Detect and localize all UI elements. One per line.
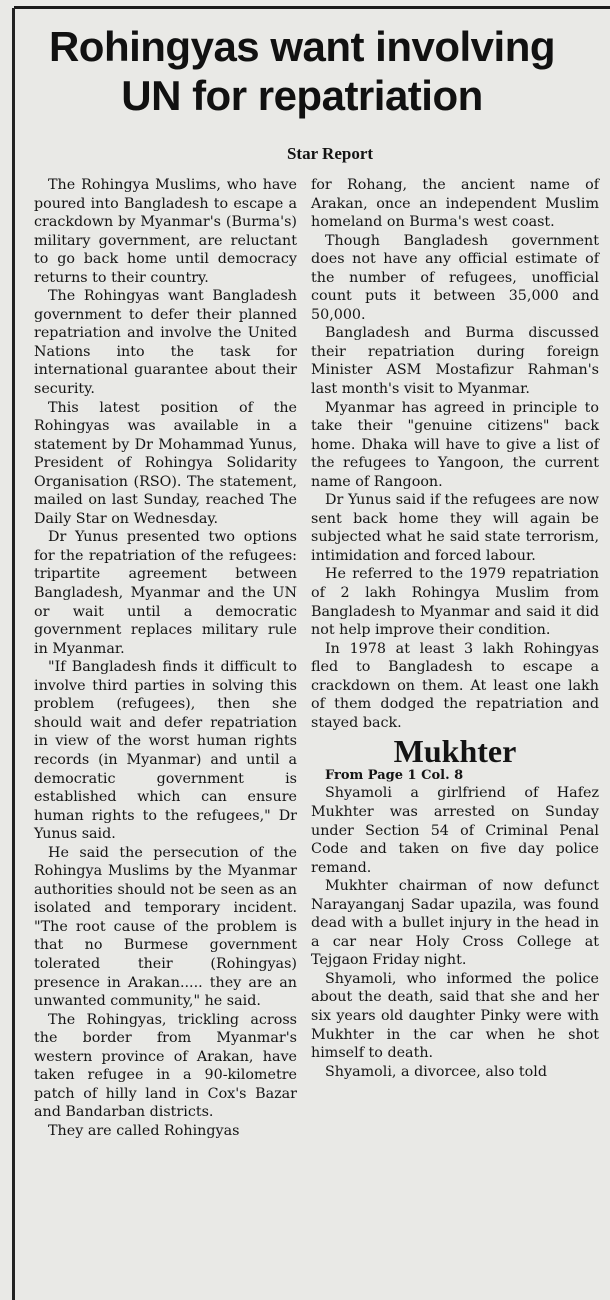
paragraph: He referred to the 1979 repatriation of 2 lakh Rohingya Muslim from Bangladesh to Myanmar and said it did not help improve their condition. — [311, 566, 599, 639]
paragraph: They are called Rohingyas — [48, 1122, 240, 1139]
paragraph-continuation: for Rohang, the ancient name of Arakan, once an independent Muslim homeland on Burma's west coast. — [311, 177, 599, 231]
byline: Star Report — [286, 144, 374, 163]
left-column — [34, 176, 297, 1140]
headline — [22, 22, 582, 120]
column-rule — [12, 8, 15, 1300]
paragraph: "If Bangladesh finds it difficult to involve third parties in solving this problem (refugees), then she should wait and defer repatriation in view of the worst human rights records (in Myanmar) and until a democratic government is established which can ensure human rights to the refugees," Dr Yunus said. — [34, 659, 297, 843]
top-rule — [14, 6, 610, 9]
continued-from-label: From Page 1 Col. 8 — [325, 768, 464, 784]
paragraph: Dr Yunus presented two options for the repatriation of the refugees: tripartite agreement between Bangladesh, Myanmar and the UN or wait until a democratic government replaces military rule in Myanmar. — [34, 529, 297, 657]
paragraph: Dr Yunus said if the refugees are now sent back home they will again be subjected what he said state terrorism, intimidation and forced labour. — [311, 492, 599, 564]
paragraph: Shyamoli, who informed the police about the death, said that she and her six years old daughter Pinky were with Mukhter in the car when he shot himself to death. — [311, 970, 599, 1062]
headline-line-2: UN for repatriation — [121, 72, 483, 119]
paragraph: Myanmar has agreed in principle to take their "genuine citizens" back home. Dhaka will have to give a list of the refugees to Yangoon, the current name of Rangoon. — [311, 399, 599, 490]
paragraph: He said the persecution of the Rohingya Muslims by the Myanmar authorities should not be seen as an isolated and temporary incident. "The root cause of the problem is that no Burmese government tolerated their (Rohingyas) presence in Arakan..... they are an unwanted community," he said. — [34, 844, 297, 1010]
paragraph: Bangladesh and Burma discussed their repatriation during foreign Minister ASM Mostafizur Rahman's last month's visit to Myanmar. — [311, 325, 599, 398]
mukhter-headline: Mukhter — [393, 733, 517, 770]
paragraph: In 1978 at least 3 lakh Rohingyas fled to Bangladesh to escape a crackdown on them. At least one lakh of them dodged the repatriation and stayed back. — [311, 640, 599, 731]
paragraph: Shyamoli a girlfriend of Hafez Mukhter was arrested on Sunday under Section 54 of Criminal Penal Code and taken on five day police remand. — [311, 785, 599, 876]
paragraph: Shyamoli, a divorcee, also told — [325, 1063, 547, 1080]
paragraph: The Rohingyas want Bangladesh government to defer their planned repatriation and involve the United Nations into the task for international guarantee about their security. — [34, 288, 297, 398]
paragraph: This latest position of the Rohingyas was available in a statement by Dr Mohammad Yunus, President of Rohingya Solidarity Organisation (RSO). The statement, mailed on last Sunday, reached The Daily Star on Wednesday. — [34, 399, 297, 527]
paragraph: Mukhter chairman of now defunct Narayanganj Sadar upazila, was found dead with a bullet injury in the head in a car near Holy Cross College at Tejgaon Friday night. — [311, 878, 599, 969]
paragraph: Though Bangladesh government does not have any official estimate of the number of refugees, unofficial count puts it between 35,000 and 50,000. — [311, 232, 599, 323]
right-column — [311, 176, 599, 1081]
paragraph: The Rohingya Muslims, who have poured into Bangladesh to escape a crackdown by Myanmar's (Burma's) military government, are reluctant to go back home until democracy returns to their country. — [34, 177, 297, 286]
headline-line-1: Rohingyas want involving — [48, 23, 556, 70]
paragraph: The Rohingyas, trickling across the border from Myanmar's western province of Arakan, have taken refugee in a 90-kilometre patch of hilly land in Cox's Bazar and Bandarban districts. — [34, 1011, 297, 1121]
